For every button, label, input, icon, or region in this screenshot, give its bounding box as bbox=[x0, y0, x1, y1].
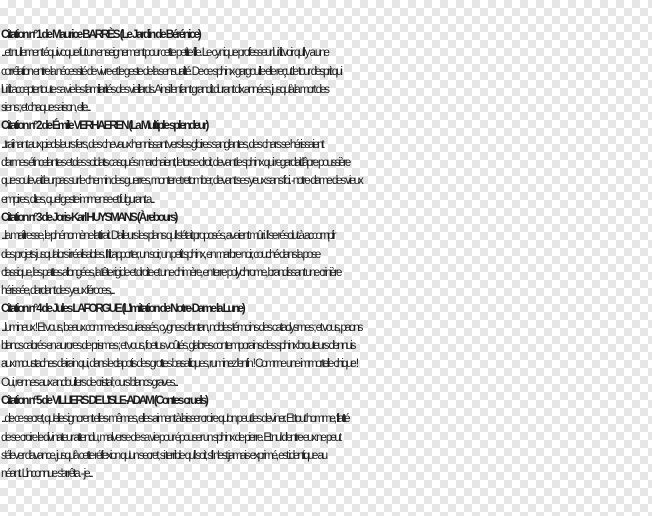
citation-text-line: d'armes étincelantes et des soldats casqués marchaient, le torse droit, devant le sphinx qui regardait l'âpre poussière bbox=[1, 157, 350, 170]
citation-title: Citation n°3 de Joris-Karl HUYSMANS (À rebours) bbox=[1, 211, 177, 224]
quotations-document bbox=[0, 26, 652, 483]
citation-text-line: Oui, rennes aux andouillers de cristal ; ours blancs graves... bbox=[1, 376, 177, 389]
citation-title: Citation n°1 de Maurice BARRÈS (Le Jardin de Bérénice) bbox=[1, 29, 200, 41]
citation-text-line: aux moustaches d'airain qui, dans le clapotis des grottes basaltiques, ruminez l'enfin ! Comme une immortelle chique ! bbox=[1, 358, 357, 371]
citation-text-line: lui fit accepter toute sa vie les familiarités des vieillards. Ainsi l'enfant grandit durant dix années, jusqu'à la mort des bbox=[1, 83, 328, 96]
citation-text-line: des projets jusqu'alors irréalisables. Il fit apporter, un soir, un petit sphinx, en marbre noir, couché dans la pose bbox=[1, 248, 320, 261]
citation-text-line: de se croire le divinateur attendu, malverse de sa vie pour épouser un sphinx de pierre. Et nul d'entre eux ne peut bbox=[1, 431, 340, 444]
citation-4 bbox=[0, 300, 652, 391]
citation-text-line: ...lumineux ! Et vous, beaux comme des cuirassés, cygnes d'antan, nobles témoins des cataclysmes ; et vous, paons bbox=[1, 321, 362, 334]
citation-title: Citation n°2 de Émile VERHAEREN (La Multiple splendeur) bbox=[1, 120, 208, 133]
citation-text-line: classique, les pattes allongées, la tête rigide et droite et une chimère, en terre polychrome, brandissant une crinière bbox=[1, 266, 341, 279]
citation-3 bbox=[0, 209, 652, 300]
citation-text-line: ...et nullement équivoque fut un enseignement pour cette petite fille. Le cynique professeur lui fit voir qu'il y a une bbox=[1, 47, 328, 60]
citation-5 bbox=[0, 392, 652, 483]
citation-text-line: ...traînant aux pieds leurs fers, des chevaux hennissant vers les gloires sanglantes, des chars se hérissaient bbox=[1, 138, 323, 151]
citation-2 bbox=[0, 117, 652, 208]
citation-text-line: s'élever d'avance, jusqu'à cette réflexion qu'un secret, si terrible qu'il soit, s'il n'est jamais exprimé, est identique au bbox=[1, 449, 327, 462]
citation-1 bbox=[0, 26, 652, 117]
citation-text-line: hérissée, dardant des yeux féroces,... bbox=[1, 285, 114, 298]
citation-text-line: empires, dites, quel geste immense et fulgurant a... bbox=[1, 193, 154, 206]
citation-text-line: néant. L'inconnue s'arrêta. - je... bbox=[1, 468, 92, 481]
citation-text-line: corrélation entre la nécessité de vivre et le geste de la sensualité. De ce sphinx-gargouille elle reçut le tour d'esprit qui bbox=[1, 65, 341, 78]
citation-title: Citation n°4 de Jules LAFORGUE (L'Imitation de Notre-Dame la Lune) bbox=[1, 303, 244, 316]
citation-text-line: que soulevait leur pas sur le chemin des guerres, monter et retomber, devant ses yeux sans foi. -notre-dame des vieux bbox=[1, 175, 362, 188]
citation-text-line: ...la maîtresse, le phénomène l'attirait. D'ailleurs les plans qu'il s'était proposés, avaient mûri. Il se résolut à accomplir bbox=[1, 230, 335, 243]
citation-title: Citation n°5 de VILLIERS DE L'ISLE-ADAM (Contes cruels) bbox=[1, 394, 207, 407]
citation-text-line: ...de ce secret, qu'elles ignorent elles-mêmes, elles aiment à laisser croire qu'on peut les deviner. Et tout homme, flatté bbox=[1, 413, 349, 426]
citation-text-line: siens ; et chaque saison, elle... bbox=[1, 102, 90, 115]
citation-text-line: blancs cabrés en aurores de prismes ; et vous, foetus voûtés, glabres contemporains des sphinx brouteurs d'ennuis bbox=[1, 340, 355, 353]
